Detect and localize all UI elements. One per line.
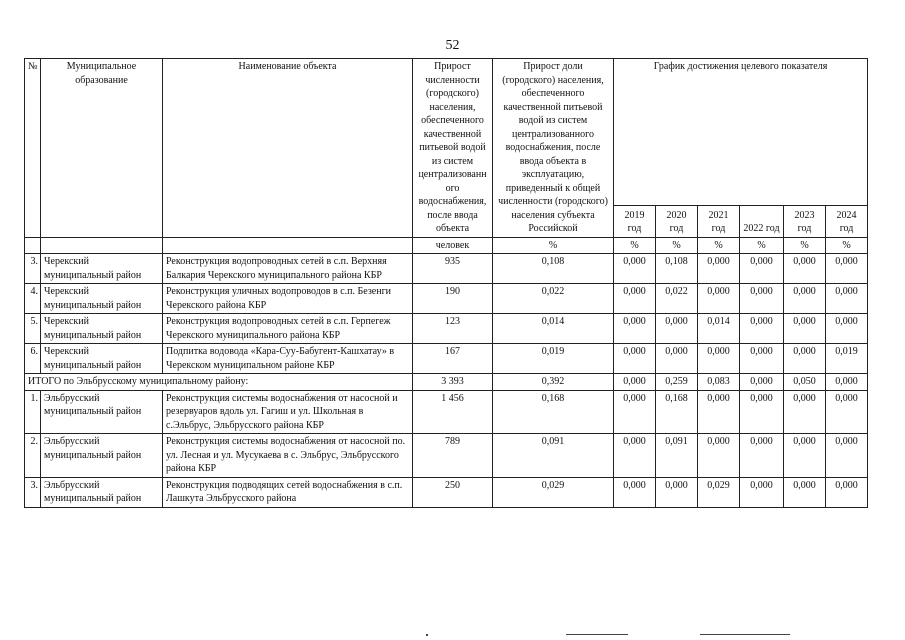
row-year-value: 0,000 [784,434,826,478]
table-row [25,254,868,284]
row-year-value: 0,000 [826,390,868,434]
total-year-value: 0,000 [826,374,868,391]
header-year: 2019 год [614,206,656,238]
row-number: 3. [25,477,41,507]
row-year-value: 0,000 [614,314,656,344]
row-municipality: Эльбрусский муниципальный район [41,434,163,478]
row-share-growth: 0,019 [493,344,614,374]
row-year-value: 0,000 [826,254,868,284]
row-year-value: 0,000 [784,390,826,434]
row-year-value: 0,000 [740,284,784,314]
row-year-value: 0,000 [826,434,868,478]
table-row [25,434,868,478]
total-label: ИТОГО по Эльбрусскому муниципальному району: [25,374,413,391]
row-number: 6. [25,344,41,374]
row-pop-growth: 167 [413,344,493,374]
table-row [25,284,868,314]
unit-percent: % [698,237,740,254]
row-share-growth: 0,108 [493,254,614,284]
row-year-value: 0,000 [656,477,698,507]
data-table [24,58,868,508]
total-share-growth: 0,392 [493,374,614,391]
row-object: Реконструкция системы водоснабжения от насосной и резервуаров вдоль ул. Гагиш и ул. Школьная в с.Эльбрус, Эльбрусского района КБР [163,390,413,434]
row-number: 4. [25,284,41,314]
row-year-value: 0,000 [614,390,656,434]
header-year: 2024 год [826,206,868,238]
row-share-growth: 0,091 [493,434,614,478]
row-year-value: 0,000 [656,314,698,344]
row-municipality: Эльбрусский муниципальный район [41,477,163,507]
row-year-value: 0,000 [826,314,868,344]
row-year-value: 0,019 [826,344,868,374]
row-pop-growth: 250 [413,477,493,507]
row-year-value: 0,000 [698,284,740,314]
header-year: 2021 год [698,206,740,238]
row-object: Реконструкция водопроводных сетей в с.п. Верхняя Балкария Черекского муниципального района КБР [163,254,413,284]
table-row [25,390,868,434]
table-row [25,344,868,374]
row-year-value: 0,000 [656,344,698,374]
row-year-value: 0,000 [698,434,740,478]
row-pop-growth: 789 [413,434,493,478]
row-pop-growth: 123 [413,314,493,344]
header-pop-growth: Прирост численности (городского) населения, обеспеченного качественной питьевой водой из систем централизованн ого водоснабжения, после ввода объекта [413,59,493,238]
row-year-value: 0,000 [740,254,784,284]
row-share-growth: 0,029 [493,477,614,507]
unit-percent: % [614,237,656,254]
table-body [25,254,868,508]
row-year-value: 0,000 [614,477,656,507]
row-year-value: 0,029 [698,477,740,507]
row-share-growth: 0,168 [493,390,614,434]
header-object: Наименование объекта [163,59,413,238]
units-row [25,237,868,254]
unit-percent: % [493,237,614,254]
row-year-value: 0,000 [614,434,656,478]
row-year-value: 0,000 [784,477,826,507]
row-year-value: 0,022 [656,284,698,314]
row-year-value: 0,000 [784,254,826,284]
row-year-value: 0,000 [826,477,868,507]
row-number: 5. [25,314,41,344]
row-year-value: 0,000 [698,344,740,374]
row-municipality: Черекский муниципальный район [41,284,163,314]
header-row [25,59,868,206]
total-year-value: 0,000 [740,374,784,391]
total-year-value: 0,050 [784,374,826,391]
row-year-value: 0,000 [614,344,656,374]
row-year-value: 0,000 [784,344,826,374]
unit-percent: % [656,237,698,254]
header-year: 2020 год [656,206,698,238]
row-year-value: 0,000 [784,314,826,344]
header-share-growth: Прирост доли (городского) населения, обеспеченного качественной питьевой водой из систем централизованного водоснабжения, после ввода объекта в эксплуатацию, приведенный к общей численности (городского) населения субъекта Российской [493,59,614,238]
row-year-value: 0,000 [740,390,784,434]
total-pop-growth: 3 393 [413,374,493,391]
header-schedule: График достижения целевого показателя [614,59,868,206]
row-object: Реконструкция водопроводных сетей в с.п. Герпегеж Черекского муниципального района КБР [163,314,413,344]
row-year-value: 0,000 [698,390,740,434]
row-year-value: 0,168 [656,390,698,434]
unit-percent: % [740,237,784,254]
row-pop-growth: 1 456 [413,390,493,434]
header-year: 2022 год [740,206,784,238]
row-year-value: 0,000 [826,284,868,314]
row-object: Подпитка водовода «Кара-Суу-Бабугент-Кашхатау» в Черекском муниципальном районе КБР [163,344,413,374]
row-object: Реконструкция уличных водопроводов в с.п. Безенги Черекского района КБР [163,284,413,314]
row-share-growth: 0,022 [493,284,614,314]
unit-percent: % [826,237,868,254]
table-row [25,314,868,344]
row-municipality: Черекский муниципальный район [41,344,163,374]
page-number: 52 [445,38,460,53]
row-share-growth: 0,014 [493,314,614,344]
unit-people: человек [413,237,493,254]
row-number: 1. [25,390,41,434]
row-year-value: 0,000 [740,434,784,478]
header-year: 2023 год [784,206,826,238]
row-year-value: 0,108 [656,254,698,284]
header-municipality: Муниципальное образование [41,59,163,238]
row-year-value: 0,091 [656,434,698,478]
target-indicator-table [24,58,867,508]
row-number: 3. [25,254,41,284]
row-number: 2. [25,434,41,478]
total-year-value: 0,259 [656,374,698,391]
row-municipality: Черекский муниципальный район [41,314,163,344]
row-year-value: 0,014 [698,314,740,344]
scan-line [700,634,790,635]
row-year-value: 0,000 [698,254,740,284]
row-pop-growth: 190 [413,284,493,314]
row-municipality: Эльбрусский муниципальный район [41,390,163,434]
header-no: № [25,59,41,238]
total-year-value: 0,000 [614,374,656,391]
row-year-value: 0,000 [614,284,656,314]
row-year-value: 0,000 [740,344,784,374]
row-year-value: 0,000 [614,254,656,284]
row-object: Реконструкция системы водоснабжения от насосной по. ул. Лесная и ул. Мусукаева в с. Эльбрус, Эльбрусского района КБР [163,434,413,478]
row-year-value: 0,000 [740,477,784,507]
scan-line [566,634,628,635]
row-municipality: Черекский муниципальный район [41,254,163,284]
total-row [25,374,868,391]
scan-mark [426,634,428,636]
row-year-value: 0,000 [740,314,784,344]
unit-percent: % [784,237,826,254]
row-object: Реконструкция подводящих сетей водоснабжения в с.п. Лашкута Эльбрусского района [163,477,413,507]
total-year-value: 0,083 [698,374,740,391]
row-pop-growth: 935 [413,254,493,284]
row-year-value: 0,000 [784,284,826,314]
table-row [25,477,868,507]
